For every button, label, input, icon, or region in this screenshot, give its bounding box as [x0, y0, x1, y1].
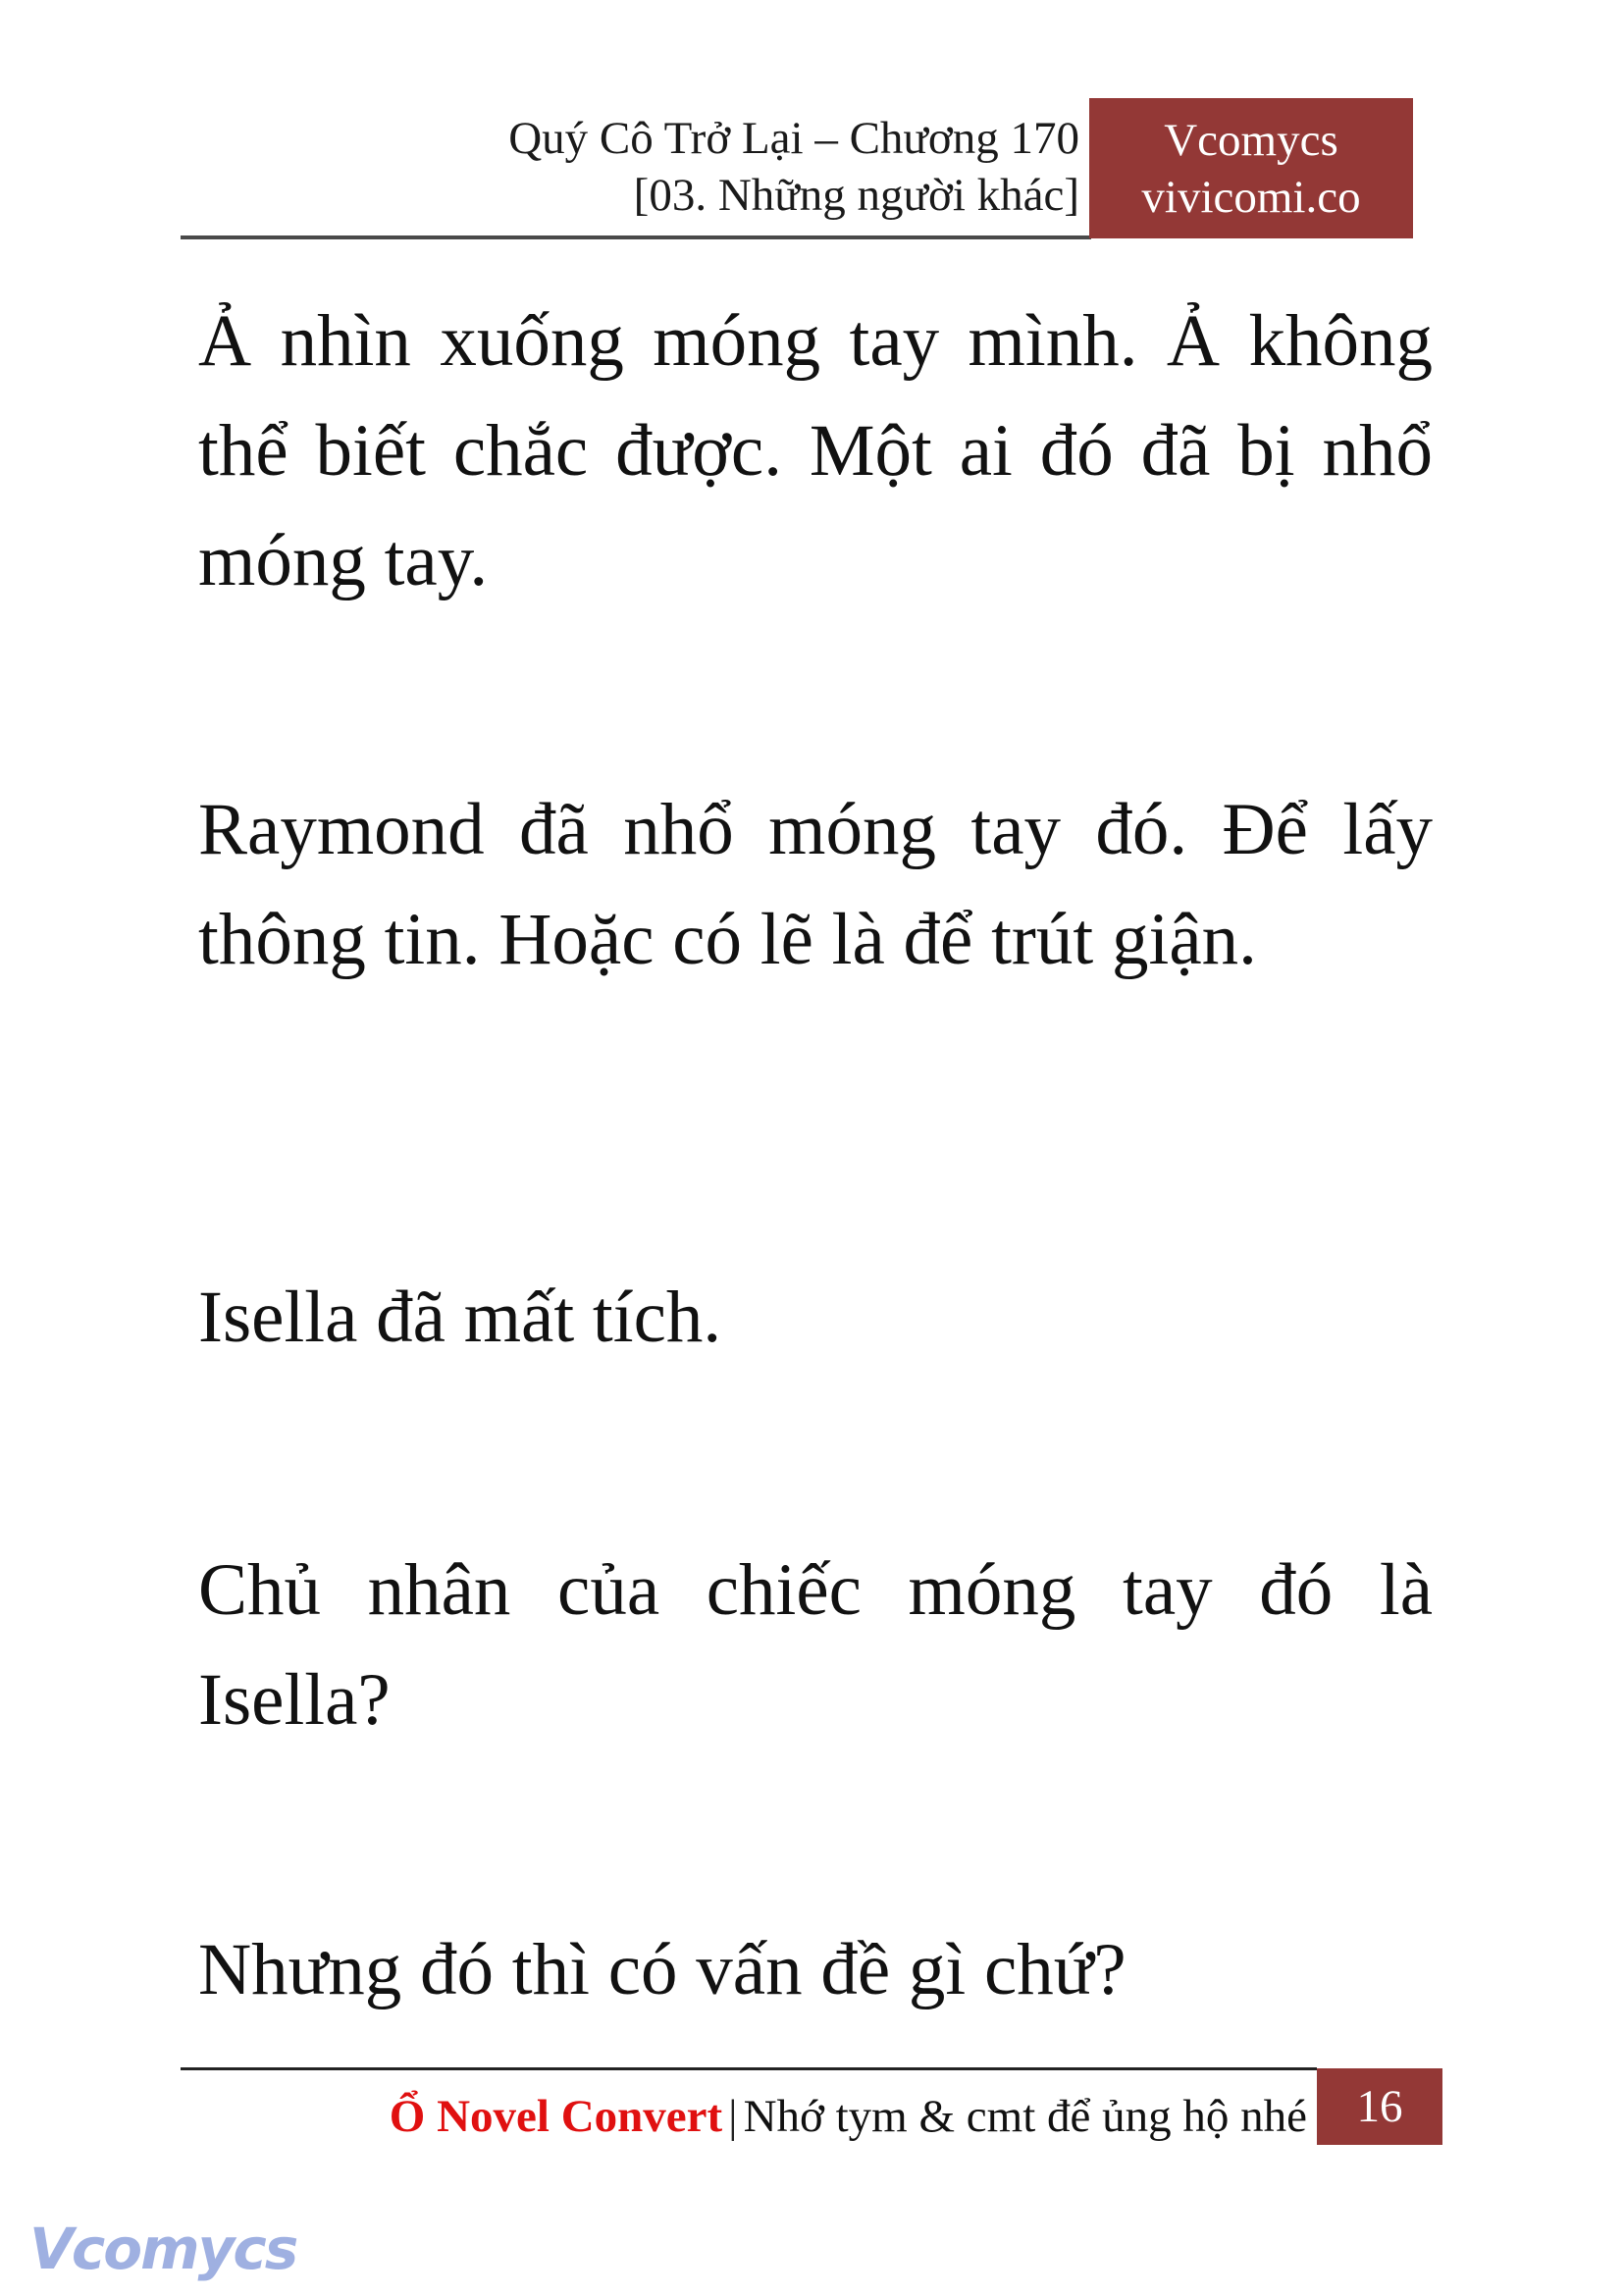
page-number: 16: [1317, 2068, 1442, 2145]
footer-credit: [390, 2088, 1307, 2145]
footer-separator: |: [728, 2091, 738, 2142]
paragraph: Isella đã mất tích.: [198, 1277, 722, 1358]
chapter-header: [508, 110, 1079, 224]
brand-site: vivicomi.co: [1141, 172, 1361, 223]
footer-divider: [181, 2067, 1317, 2070]
vcomycs-logo-icon: Vcomycs: [29, 2216, 297, 2282]
footer-note: Nhớ tym & cmt để ủng hộ nhé: [743, 2091, 1307, 2142]
brand-badge: [1089, 98, 1413, 238]
brand-name: Vcomycs: [1164, 115, 1338, 166]
paragraph: Ả nhìn xuống móng tay mình. Ả không thể biết chắc được. Một ai đó đã bị nhổ móng tay.: [198, 300, 1433, 601]
chapter-title: Quý Cô Trở Lại – Chương 170: [508, 113, 1079, 164]
header-divider: [181, 235, 1091, 239]
footer-brand: Ổ Novel Convert: [389, 2091, 723, 2142]
section-title: [03. Những người khác]: [633, 170, 1079, 221]
paragraph: Chủ nhân của chiếc móng tay đó là Isella?: [198, 1549, 1433, 1741]
paragraph: Raymond đã nhổ móng tay đó. Để lấy thông tin. Hoặc có lẽ là để trút giận.: [198, 789, 1433, 980]
paragraph: Nhưng đó thì có vấn đề gì chứ?: [198, 1929, 1126, 2010]
